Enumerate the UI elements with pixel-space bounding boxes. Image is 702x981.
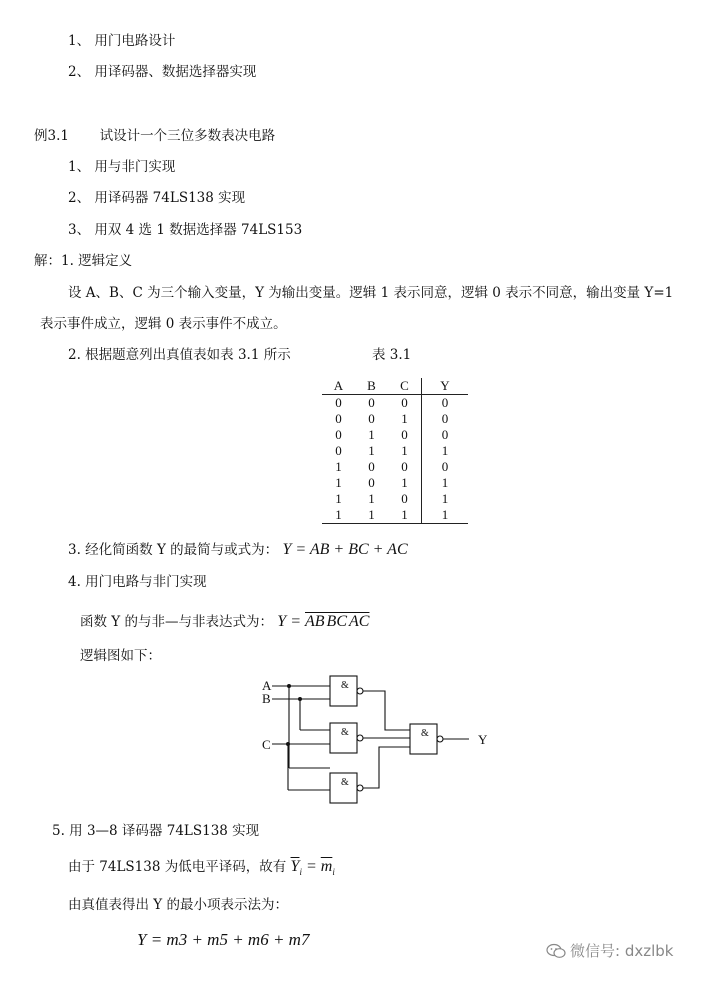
header-c: C (388, 378, 422, 395)
label-y: Y (478, 732, 488, 747)
table-cell: 0 (401, 427, 408, 442)
table-cell: 1 (401, 443, 408, 458)
label-c: C (262, 737, 271, 752)
table-row (322, 459, 468, 475)
table-cell: 1 (335, 459, 342, 474)
header-b: B (355, 378, 388, 395)
junction-b (298, 697, 302, 701)
nand-term-2: $\overline{BC}$ (326, 613, 347, 630)
table-row (322, 475, 468, 491)
wire-g3-out (363, 747, 410, 788)
table-cell: 0 (335, 427, 342, 442)
minterm-text: 由真值表得出 Y 的最小项表示法为： (68, 897, 288, 913)
table-cell: 0 (368, 395, 375, 410)
sop-expression: Y = AB + BC + AC (282, 541, 408, 558)
table-header-row (322, 378, 468, 395)
table-cell: 0 (401, 491, 408, 506)
header-y: Y (422, 378, 469, 395)
outer-overbar (305, 612, 369, 630)
label-a: A (262, 678, 272, 693)
solution-step-4: 4. 用门电路与非门实现 (68, 574, 207, 590)
table-row (322, 443, 468, 459)
table-cell: 1 (335, 491, 342, 506)
minterm-expression (137, 931, 309, 949)
solution-step-1: 解：1. 逻辑定义 (34, 253, 133, 269)
decoder-m: $\overline{m}$ (320, 858, 333, 875)
table-cell: 0 (335, 443, 342, 458)
decoder-text: 由于 74LS138 为低电平译码，故有 (68, 859, 287, 875)
paragraph-line-1: 设 A、B、C 为三个输入变量，Y 为输出变量。逻辑 1 表示同意，逻辑 0 表示不同意，输出变量 Y=1 (68, 285, 674, 301)
decoder-eq: = (301, 858, 321, 875)
header-a: A (322, 378, 355, 395)
decoder-expression (290, 858, 335, 878)
table-row (322, 507, 468, 524)
paragraph-line-2: 表示事件成立，逻辑 0 表示事件不成立。 (40, 316, 287, 332)
logic-diagram (255, 670, 515, 810)
table-cell: 1 (355, 507, 388, 524)
table-cell: 1 (422, 475, 469, 491)
table-cell: 1 (368, 427, 375, 442)
gate-2-symbol: & (341, 727, 349, 738)
nand-line (80, 612, 369, 631)
watermark (546, 940, 673, 961)
gate-out-symbol: & (421, 728, 429, 739)
example-item-1: 1、 用与非门实现 (68, 159, 176, 175)
gate-1-symbol: & (341, 680, 349, 691)
nand-expression (277, 613, 369, 630)
table-cell: 0 (368, 475, 375, 490)
junction-a (287, 684, 291, 688)
truth-table (322, 378, 468, 524)
table-row (322, 427, 468, 443)
table-cell: 1 (388, 507, 422, 524)
nand-text: 函数 Y 的与非—与非表达式为： (80, 614, 273, 630)
table-cell: 0 (368, 459, 375, 474)
table-row (322, 411, 468, 427)
table-cell: 0 (422, 459, 469, 475)
decoder-y-sub: i (299, 867, 302, 878)
step-3-text: 3. 经化简函数 Y 的最简与或式为： (68, 542, 279, 558)
decoder-y: $\overline{Y}$ (290, 858, 300, 875)
table-cell: 0 (335, 395, 342, 410)
example-heading (34, 127, 275, 145)
table-cell: 0 (422, 411, 469, 427)
decoder-line (68, 858, 335, 881)
watermark-text: 微信号: dxzlbk (570, 942, 674, 960)
solution-step-3 (68, 541, 408, 559)
table-cell: 0 (401, 395, 408, 410)
table-cell: 0 (368, 411, 375, 426)
truth-table-body (322, 395, 468, 524)
table-row (322, 395, 468, 412)
wechat-icon (546, 943, 566, 959)
table-cell: 1 (422, 491, 469, 507)
wire-g1-out (363, 691, 410, 730)
table-cell: 0 (422, 427, 469, 443)
example-title: 试设计一个三位多数表决电路 (99, 128, 276, 144)
nand-term-3: $\overline{AC}$ (349, 613, 370, 630)
table-cell: 1 (401, 475, 408, 490)
example-item-2: 2、 用译码器 74LS138 实现 (68, 190, 246, 206)
example-item-3: 3、 用双 4 选 1 数据选择器 74LS153 (68, 222, 303, 238)
label-b: B (262, 691, 271, 706)
table-cell: 1 (422, 507, 469, 524)
table-caption: 表 3.1 (372, 347, 412, 363)
table-row (322, 491, 468, 507)
table-cell: 0 (422, 395, 469, 412)
decoder-m-sub: i (332, 867, 335, 878)
solution-step-2: 2. 根据题意列出真值表如表 3.1 所示 (68, 347, 291, 363)
table-cell: 1 (368, 443, 375, 458)
gate-3-symbol: & (341, 777, 349, 788)
table-cell: 1 (322, 507, 355, 524)
table-cell: 0 (401, 459, 408, 474)
nand-expr-lhs: Y = (277, 613, 305, 630)
table-cell: 0 (335, 411, 342, 426)
minterm-expr-text: Y = m3 + m5 + m6 + m7 (137, 930, 310, 949)
table-cell: 1 (335, 475, 342, 490)
table-cell: 1 (368, 491, 375, 506)
diagram-intro: 逻辑图如下： (80, 648, 161, 664)
table-cell: 1 (401, 411, 408, 426)
list-item-1: 1、 用门电路设计 (68, 33, 176, 49)
example-label: 例3.1 (34, 128, 69, 144)
list-item-2: 2、 用译码器、数据选择器实现 (68, 64, 257, 80)
junction-c (286, 742, 290, 746)
solution-step-5: 5. 用 3—8 译码器 74LS138 实现 (52, 823, 260, 839)
table-cell: 1 (422, 443, 469, 459)
nand-term-1: $\overline{AB}$ (305, 613, 325, 630)
